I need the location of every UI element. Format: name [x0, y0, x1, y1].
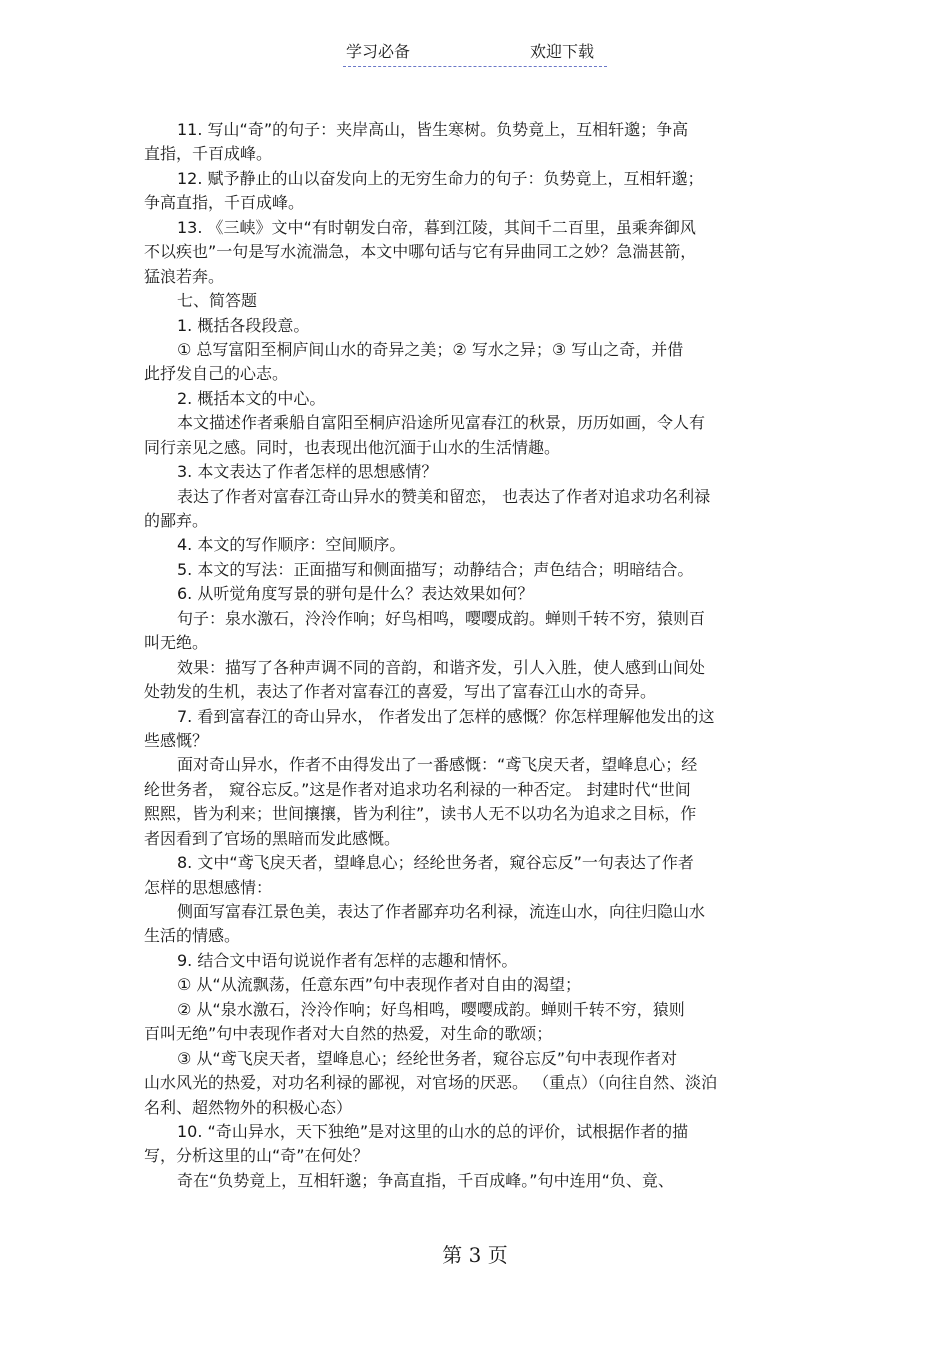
text-line: 猛浪若奔。	[144, 266, 225, 286]
text-line: 10. “奇山异水，天下独绝”是对这里的山水的总的评价，试根据作者的描	[177, 1121, 689, 1141]
text-line: 直指，千百成峰。	[144, 144, 273, 164]
text-line: 七、简答题	[177, 291, 258, 311]
text-line: 此抒发自己的心志。	[144, 364, 289, 384]
text-line: 名利、超然物外的积极心态）	[144, 1097, 353, 1117]
text-line: 熙熙，皆为利来；世间攘攘，皆为利往”，读书人无不以功名为追求之目标，作	[144, 804, 697, 824]
page-number: 第 3 页	[442, 1243, 508, 1267]
text-line: 6. 从听觉角度写景的骈句是什么？表达效果如何？	[177, 584, 534, 604]
text-line: 2. 概括本文的中心。	[177, 388, 326, 408]
text-line: 句子：泉水激石，泠泠作响；好鸟相鸣，嘤嘤成韵。蝉则千转不穷，猿则百	[177, 608, 706, 628]
text-line: 效果：描写了各种声调不同的音韵，和谐齐发，引人入胜，使人感到山间处	[177, 657, 706, 677]
text-line: 表达了作者对富春江奇山异水的赞美和留恋， 也表达了作者对追求功名利禄	[177, 486, 711, 506]
text-line: 争高直指，千百成峰。	[144, 193, 305, 213]
text-line: 写，分析这里的山“奇”在何处？	[144, 1146, 369, 1166]
text-line: 不以疾也”一句是写水流湍急，本文中哪句话与它有异曲同工之妙？急湍甚箭，	[144, 242, 697, 262]
document-body	[144, 118, 804, 1193]
text-line: 1. 概括各段段意。	[177, 315, 310, 335]
text-line: 同行亲见之感。同时，也表现出他沉湎于山水的生活情趣。	[144, 437, 561, 457]
text-line: 11. 写山“奇”的句子：夹岸高山，皆生寒树。负势竟上，互相轩邈；争高	[177, 120, 689, 139]
text-line: 纶世务者， 窥谷忘反。”这是作者对追求功名利禄的一种否定。 封建时代“世间	[144, 779, 691, 799]
header-right-text: 欢迎下载	[530, 42, 595, 61]
text-line: 面对奇山异水，作者不由得发出了一番感慨：“鸢飞戾天者，望峰息心；经	[177, 755, 698, 775]
header-left-text: 学习必备	[346, 42, 411, 61]
text-line: 山水风光的热爱，对功名利禄的鄙视，对官场的厌恶。 （重点）（向往自然、淡泊	[144, 1073, 718, 1093]
text-line: 8. 文中“鸢飞戾天者，望峰息心；经纶世务者，窥谷忘反”一句表达了作者	[177, 853, 694, 873]
text-line: ① 总写富阳至桐庐间山水的奇异之美；② 写水之异；③ 写山之奇，并借	[177, 339, 684, 359]
text-line: 侧面写富春江景色美，表达了作者鄙弃功名利禄，流连山水，向往归隐山水	[177, 902, 706, 921]
text-line: 9. 结合文中语句说说作者有怎样的志趣和情怀。	[177, 950, 518, 970]
text-line: 生活的情感。	[144, 926, 241, 946]
text-line: ① 从“从流飘荡，任意东西”句中表现作者对自由的渴望；	[177, 975, 582, 995]
text-line: 5. 本文的写法：正面描写和侧面描写；动静结合；声色结合；明暗结合。	[177, 559, 694, 579]
text-line: 些感慨？	[144, 730, 209, 750]
text-line: 13. 《三峡》文中“有时朝发白帝，暮到江陵，其间千二百里，虽乘奔御风	[177, 217, 696, 237]
text-line: 本文描述作者乘船自富阳至桐庐沿途所见富春江的秋景，历历如画，令人有	[177, 413, 706, 433]
text-line: 7. 看到富春江的奇山异水， 作者发出了怎样的感慨？你怎样理解他发出的这	[177, 706, 715, 726]
text-line: ③ 从“鸢飞戾天者，望峰息心；经纶世务者，窥谷忘反”句中表现作者对	[177, 1048, 678, 1068]
text-line: ② 从“泉水激石，泠泠作响；好鸟相鸣，嘤嘤成韵。蝉则千转不穷，猿则	[177, 999, 685, 1019]
text-line: 4. 本文的写作顺序：空间顺序。	[177, 535, 406, 555]
text-line: 处勃发的生机，表达了作者对富春江的喜爱，写出了富春江山水的奇异。	[144, 682, 657, 702]
text-line: 的鄙弃。	[144, 511, 209, 530]
page-header	[343, 40, 607, 67]
text-line: 12. 赋予静止的山以奋发向上的无穷生命力的句子：负势竟上，互相轩邈；	[177, 168, 704, 188]
text-line: 奇在“负势竟上，互相轩邈；争高直指，千百成峰。”句中连用“负、竟、	[177, 1170, 674, 1190]
text-line: 百叫无绝”句中表现作者对大自然的热爱，对生命的歌颂；	[144, 1024, 553, 1044]
text-line: 者因看到了官场的黑暗而发此感慨。	[144, 828, 401, 848]
text-line: 叫无绝。	[144, 633, 209, 653]
text-line: 3. 本文表达了作者怎样的思想感情？	[177, 462, 438, 482]
text-line: 怎样的思想感情：	[144, 877, 273, 897]
